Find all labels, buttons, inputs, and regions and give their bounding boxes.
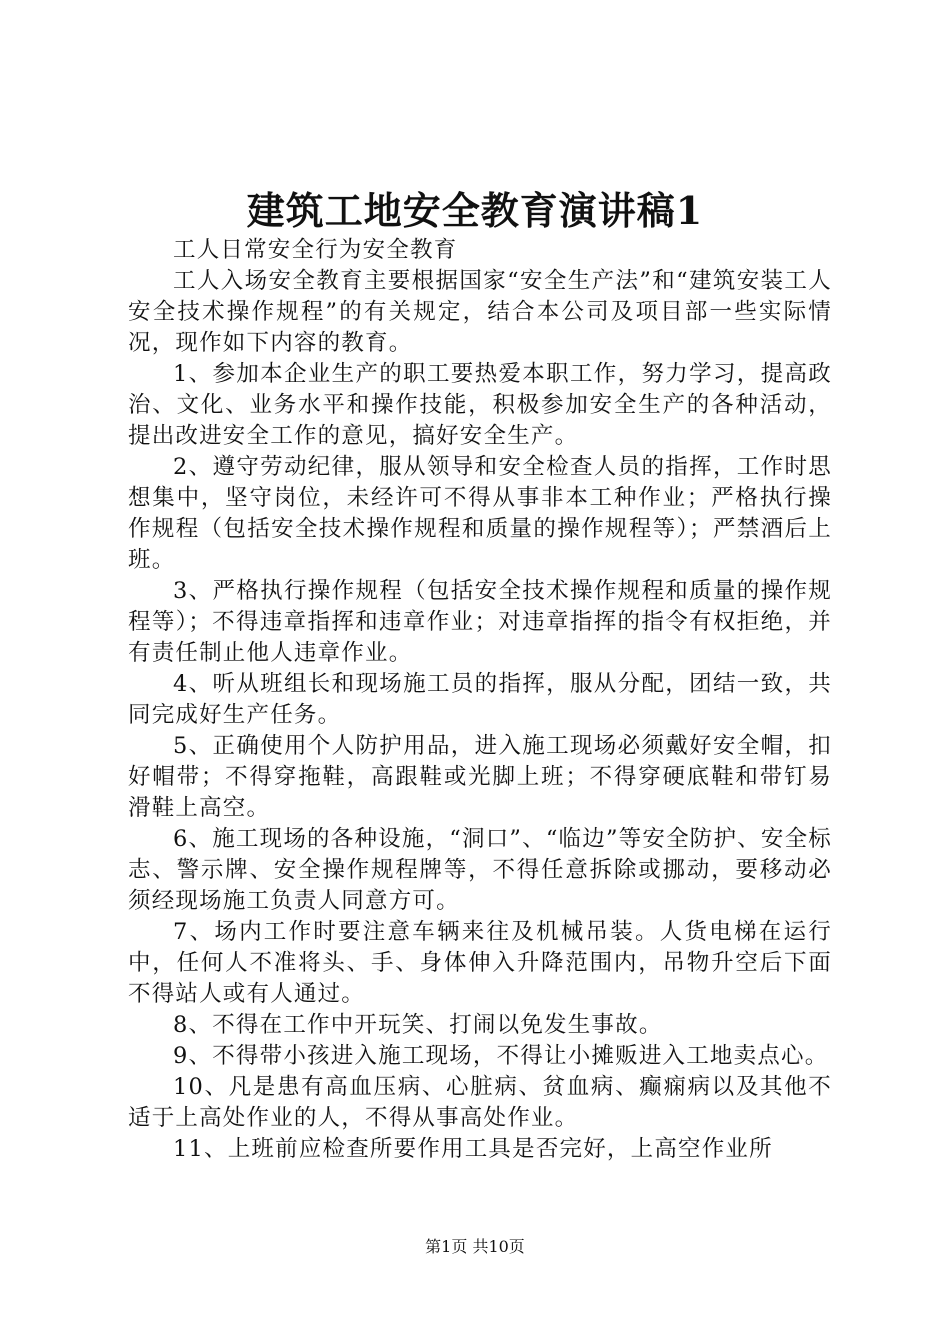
paragraph-subtitle: 工人日常安全行为安全教育 [173,237,458,263]
document-body [128,235,832,1165]
paragraph-item-1: 1、参加本企业生产的职工要热爱本职工作，努力学习，提高政治、文化、业务水平和操作技能，积极参加安全生产的各种活动，提出改进安全工作的意见，搞好安全生产。 [128,361,832,449]
paragraph-item-2: 2、遵守劳动纪律，服从领导和安全检查人员的指挥，工作时思想集中，坚守岗位，未经许可不得从事非本工种作业；严格执行操作规程（包括安全技术操作规程和质量的操作规程等）；严禁酒后上班。 [128,454,832,573]
paragraph-item-3: 3、严格执行操作规程（包括安全技术操作规程和质量的操作规程等）；不得违章指挥和违章作业；对违章指挥的指令有权拒绝，并有责任制止他人违章作业。 [128,578,832,666]
paragraph-item-7: 7、场内工作时要注意车辆来往及机械吊装。人货电梯在运行中，任何人不准将头、手、身体伸入升降范围内，吊物升空后下面不得站人或有人通过。 [128,919,832,1007]
document-title: 建筑工地安全教育演讲稿1 [246,188,704,233]
paragraph-item-10: 10、凡是患有高血压病、心脏病、贫血病、癫痫病以及其他不适于上高处作业的人，不得从事高处作业。 [128,1074,832,1131]
paragraph-item-4: 4、听从班组长和现场施工员的指挥，服从分配，团结一致，共同完成好生产任务。 [128,671,832,728]
paragraph-intro: 工人入场安全教育主要根据国家“安全生产法”和“建筑安装工人安全技术操作规程”的有关规定，结合本公司及项目部一些实际情况，现作如下内容的教育。 [128,268,832,356]
paragraph-item-8: 8、不得在工作中开玩笑、打闹以免发生事故。 [173,1012,663,1038]
page-number-footer: 第1页 共10页 [425,1237,525,1256]
paragraph-item-5: 5、正确使用个人防护用品，进入施工现场必须戴好安全帽，扣好帽带；不得穿拖鞋，高跟鞋或光脚上班；不得穿硬底鞋和带钉易滑鞋上高空。 [128,733,832,821]
paragraph-item-11: 11、上班前应检查所要作用工具是否完好，上高空作业所 [173,1136,773,1162]
paragraph-item-9: 9、不得带小孩进入施工现场，不得让小摊贩进入工地卖点心。 [173,1043,829,1069]
paragraph-item-6: 6、施工现场的各种设施，“洞口”、“临边”等安全防护、安全标志、警示牌、安全操作规程牌等，不得任意拆除或挪动，要移动必须经现场施工负责人同意方可。 [128,826,832,914]
